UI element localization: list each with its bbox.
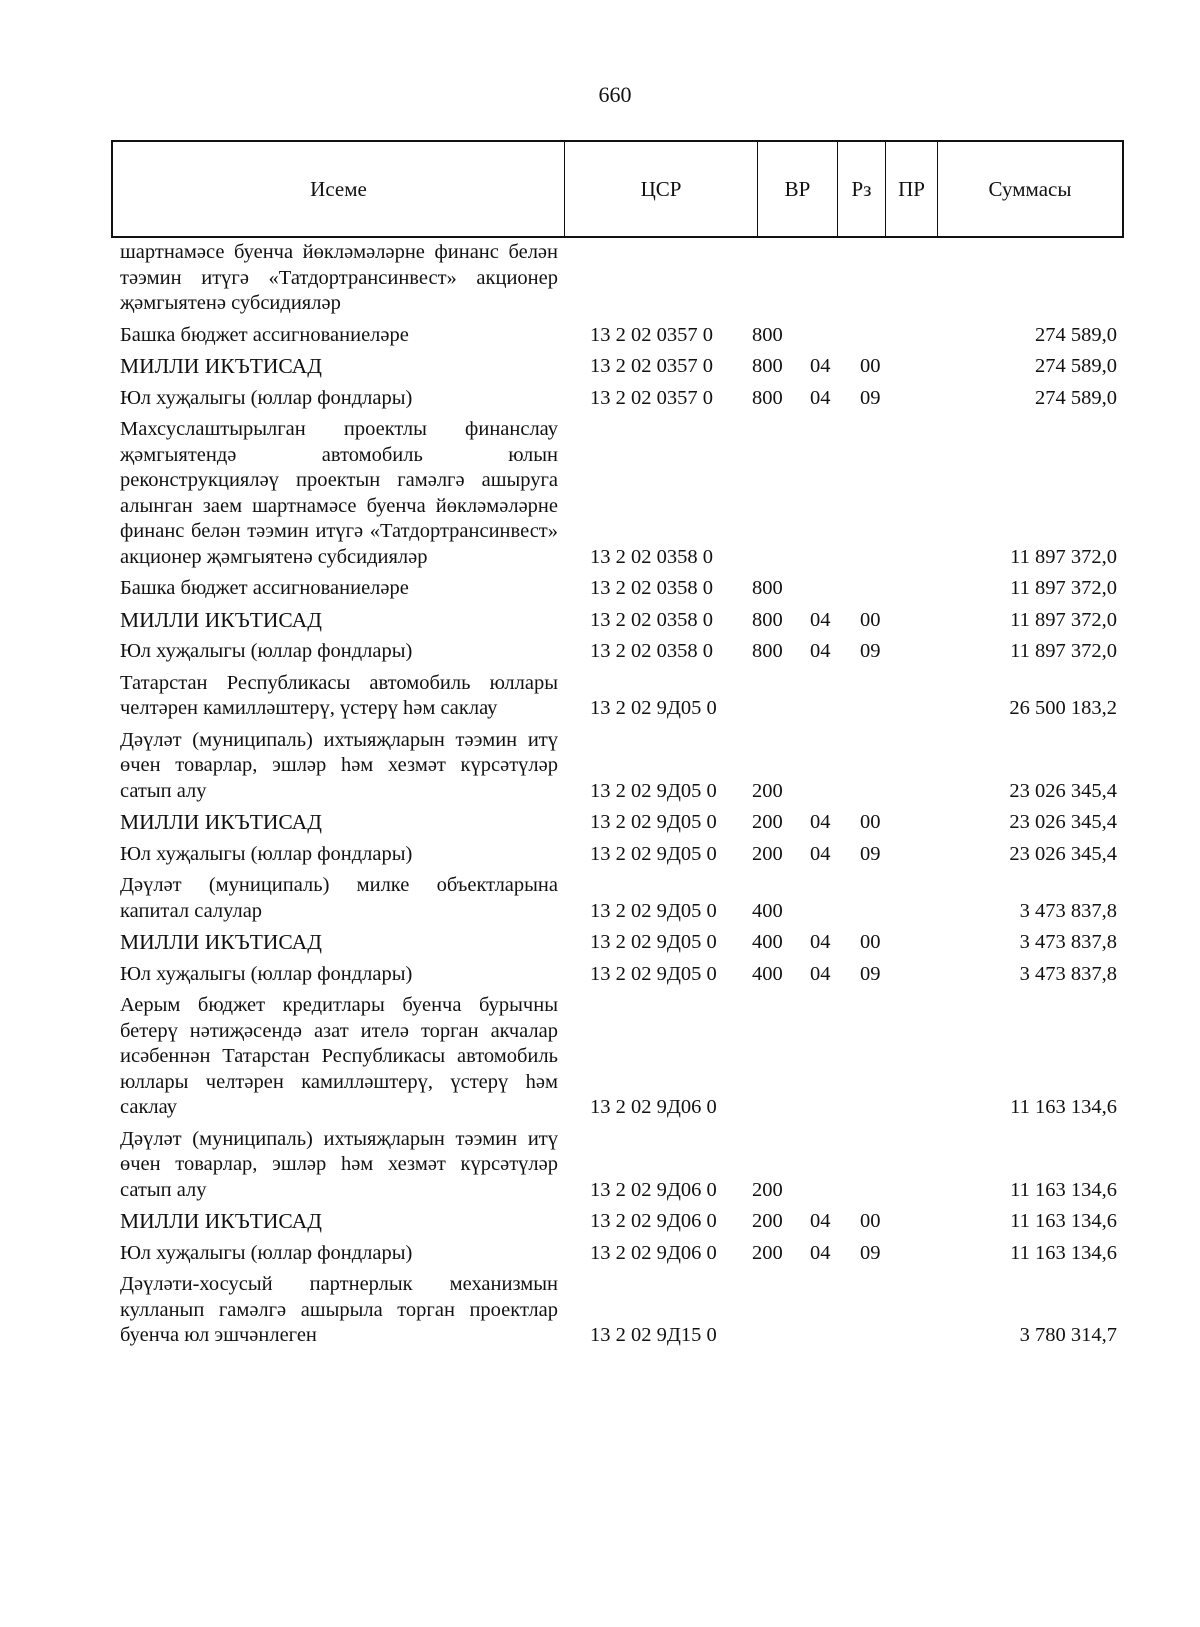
row-sum: 3 473 837,8: [1019, 899, 1117, 922]
table-row: [120, 240, 1120, 317]
row-name: Махсуслаштырылган проектлы финанслау җәмгыятендә автомобиль юлын реконструкцияләү проектын гамәлгә ашыруга алынган заем шартнамәсе буенча йөкләмәләрне финанс белән тәэмин итүгә «Татдортрансинвест» акционер җәмгыятенә субсидияләр: [120, 418, 558, 568]
row-rz: 04: [810, 386, 831, 409]
row-sum: 11 897 372,0: [1010, 577, 1117, 599]
row-name: Юл хуҗалыгы (юллар фондлары): [120, 640, 413, 662]
row-vr: 200: [752, 1210, 783, 1232]
row-vr: 800: [752, 323, 783, 346]
table-body: [120, 240, 1120, 1355]
header-vr: ВР: [758, 142, 838, 236]
row-pr: 00: [860, 355, 881, 377]
row-sum: 11 163 134,6: [1010, 1241, 1117, 1264]
row-pr: 09: [860, 1241, 881, 1264]
row-pr: 09: [860, 962, 881, 985]
row-vr: 200: [752, 1178, 783, 1201]
table-row: [120, 810, 1120, 836]
table-row: [120, 354, 1120, 380]
row-sum: 23 026 345,4: [1009, 779, 1117, 802]
table-row: [120, 639, 1120, 665]
row-sum: 11 897 372,0: [1010, 545, 1117, 568]
row-csr: 13 2 02 9Д05 0: [590, 811, 717, 833]
row-csr: 13 2 02 0358 0: [590, 545, 713, 568]
row-name: Татарстан Республикасы автомобиль юллары челтәрен камилләштерү, үстерү һәм саклау: [120, 671, 558, 719]
row-name: Башка бюджет ассигнованиеләре: [120, 577, 409, 599]
row-csr: 13 2 02 0358 0: [590, 577, 713, 599]
row-csr: 13 2 02 0357 0: [590, 355, 713, 377]
row-name: МИЛЛИ ИКЪТИСАД: [120, 810, 322, 834]
row-sum: 3 473 837,8: [1019, 931, 1117, 953]
row-csr: 13 2 02 9Д15 0: [590, 1324, 717, 1346]
row-sum: 11 897 372,0: [1010, 640, 1117, 662]
row-csr: 13 2 02 9Д05 0: [590, 962, 717, 985]
row-name: МИЛЛИ ИКЪТИСАД: [120, 607, 322, 632]
header-csr: ЦСР: [565, 142, 758, 236]
row-vr: 200: [752, 779, 783, 802]
table-row: [120, 1272, 1120, 1349]
row-sum: 274 589,0: [1035, 323, 1117, 346]
row-vr: 400: [752, 899, 783, 922]
row-sum: 274 589,0: [1035, 386, 1117, 409]
row-sum: 3 473 837,8: [1019, 962, 1117, 985]
row-csr: 13 2 02 0357 0: [590, 386, 713, 409]
row-vr: 200: [752, 842, 783, 865]
table-row: [120, 873, 1120, 924]
row-csr: 13 2 02 0357 0: [590, 323, 713, 346]
row-csr: 13 2 02 9Д05 0: [590, 899, 717, 922]
row-name: Дәүләт (муниципаль) ихтыяҗларын тәэмин итү өчен товарлар, эшләр һәм хезмәт күрсәтүләр сатып алу: [120, 728, 558, 802]
row-name: Юл хуҗалыгы (юллар фондлары): [120, 386, 413, 409]
table-row: [120, 728, 1120, 805]
table-row: [120, 930, 1120, 956]
table-row: [120, 576, 1120, 602]
row-name: МИЛЛИ ИКЪТИСАД: [120, 354, 322, 378]
table-row: [120, 842, 1120, 868]
row-pr: 09: [860, 842, 881, 865]
row-csr: 13 2 02 9Д05 0: [590, 697, 717, 719]
row-sum: 11 163 134,6: [1010, 1178, 1117, 1201]
row-pr: 00: [860, 608, 881, 631]
row-name: Дәүләт (муниципаль) милке объектларына капитал салулар: [120, 874, 558, 922]
row-name: Башка бюджет ассигнованиеләре: [120, 323, 409, 346]
table-row: [120, 386, 1120, 412]
table-row: [120, 671, 1120, 722]
header-sum: Суммасы: [988, 176, 1072, 201]
page-number: 660: [598, 82, 632, 107]
row-vr: 400: [752, 931, 783, 953]
row-vr: 200: [752, 811, 783, 833]
row-rz: 04: [810, 1241, 831, 1264]
table-row: [120, 1127, 1120, 1204]
header-pr: ПР: [886, 142, 938, 236]
row-pr: 09: [860, 640, 881, 662]
row-csr: 13 2 02 0358 0: [590, 640, 713, 662]
row-vr: 800: [752, 640, 783, 662]
row-name: Дәүләт (муниципаль) ихтыяҗларын тәэмин итү өчен товарлар, эшләр һәм хезмәт күрсәтүләр сатып алу: [120, 1127, 558, 1201]
table-row: [120, 993, 1120, 1121]
row-csr: 13 2 02 9Д06 0: [590, 1096, 717, 1118]
table-row: [120, 417, 1120, 570]
row-csr: 13 2 02 9Д05 0: [590, 779, 717, 802]
row-rz: 04: [810, 1210, 831, 1232]
row-sum: 23 026 345,4: [1009, 842, 1117, 865]
table-row: [120, 962, 1120, 988]
row-rz: 04: [810, 355, 831, 377]
row-csr: 13 2 02 9Д06 0: [590, 1210, 717, 1232]
row-sum: 3 780 314,7: [1019, 1324, 1117, 1346]
row-sum: 11 163 134,6: [1010, 1096, 1117, 1118]
row-vr: 800: [752, 355, 783, 377]
row-name: Юл хуҗалыгы (юллар фондлары): [120, 962, 413, 985]
row-name: Аерым бюджет кредитлары буенча бурычны бетерү нәтиҗәсендә азат ителә торган акчалар исәбеннән Татарстан Республикасы автомобиль юллары челтәрен камилләштерү, үстерү һәм саклау: [120, 994, 558, 1118]
row-rz: 04: [810, 962, 831, 985]
table-row: [120, 608, 1120, 634]
row-rz: 04: [810, 811, 831, 833]
row-name: МИЛЛИ ИКЪТИСАД: [120, 1209, 322, 1233]
row-rz: 04: [810, 640, 831, 662]
row-sum: 11 897 372,0: [1010, 608, 1117, 631]
row-vr: 800: [752, 577, 783, 599]
row-rz: 04: [810, 608, 831, 631]
row-sum: 274 589,0: [1035, 355, 1117, 377]
row-pr: 00: [860, 1210, 881, 1232]
table-header: [111, 140, 1124, 238]
row-csr: 13 2 02 9Д06 0: [590, 1241, 717, 1264]
header-name: Исеме: [113, 142, 565, 236]
row-pr: 00: [860, 931, 881, 953]
table-row: [120, 323, 1120, 349]
row-vr: 800: [752, 608, 783, 631]
table-row: [120, 1209, 1120, 1235]
row-csr: 13 2 02 0358 0: [590, 608, 713, 631]
row-name: МИЛЛИ ИКЪТИСАД: [120, 930, 322, 954]
row-name: Юл хуҗалыгы (юллар фондлары): [120, 842, 413, 865]
row-csr: 13 2 02 9Д06 0: [590, 1178, 717, 1201]
row-csr: 13 2 02 9Д05 0: [590, 842, 717, 865]
row-pr: 00: [860, 811, 881, 833]
row-vr: 200: [752, 1241, 783, 1264]
header-rz: Рз: [838, 142, 886, 236]
row-csr: 13 2 02 9Д05 0: [590, 931, 717, 953]
row-sum: 23 026 345,4: [1009, 811, 1117, 833]
table-row: [120, 1241, 1120, 1267]
row-rz: 04: [810, 931, 831, 953]
row-vr: 400: [752, 962, 783, 985]
row-name: шартнамәсе буенча йөкләмәләрне финанс белән тәэмин итүгә «Татдортрансинвест» акционер җәмгыятенә субсидияләр: [120, 241, 558, 314]
row-pr: 09: [860, 386, 881, 409]
row-name: Дәүләти-хосусый партнерлык механизмын кулланып гамәлгә ашырыла торган проектлар буенча юл эшчәнлеген: [120, 1273, 558, 1346]
row-rz: 04: [810, 842, 831, 865]
row-vr: 800: [752, 386, 783, 409]
row-sum: 26 500 183,2: [1009, 697, 1117, 719]
row-sum: 11 163 134,6: [1010, 1210, 1117, 1232]
row-name: Юл хуҗалыгы (юллар фондлары): [120, 1241, 413, 1264]
